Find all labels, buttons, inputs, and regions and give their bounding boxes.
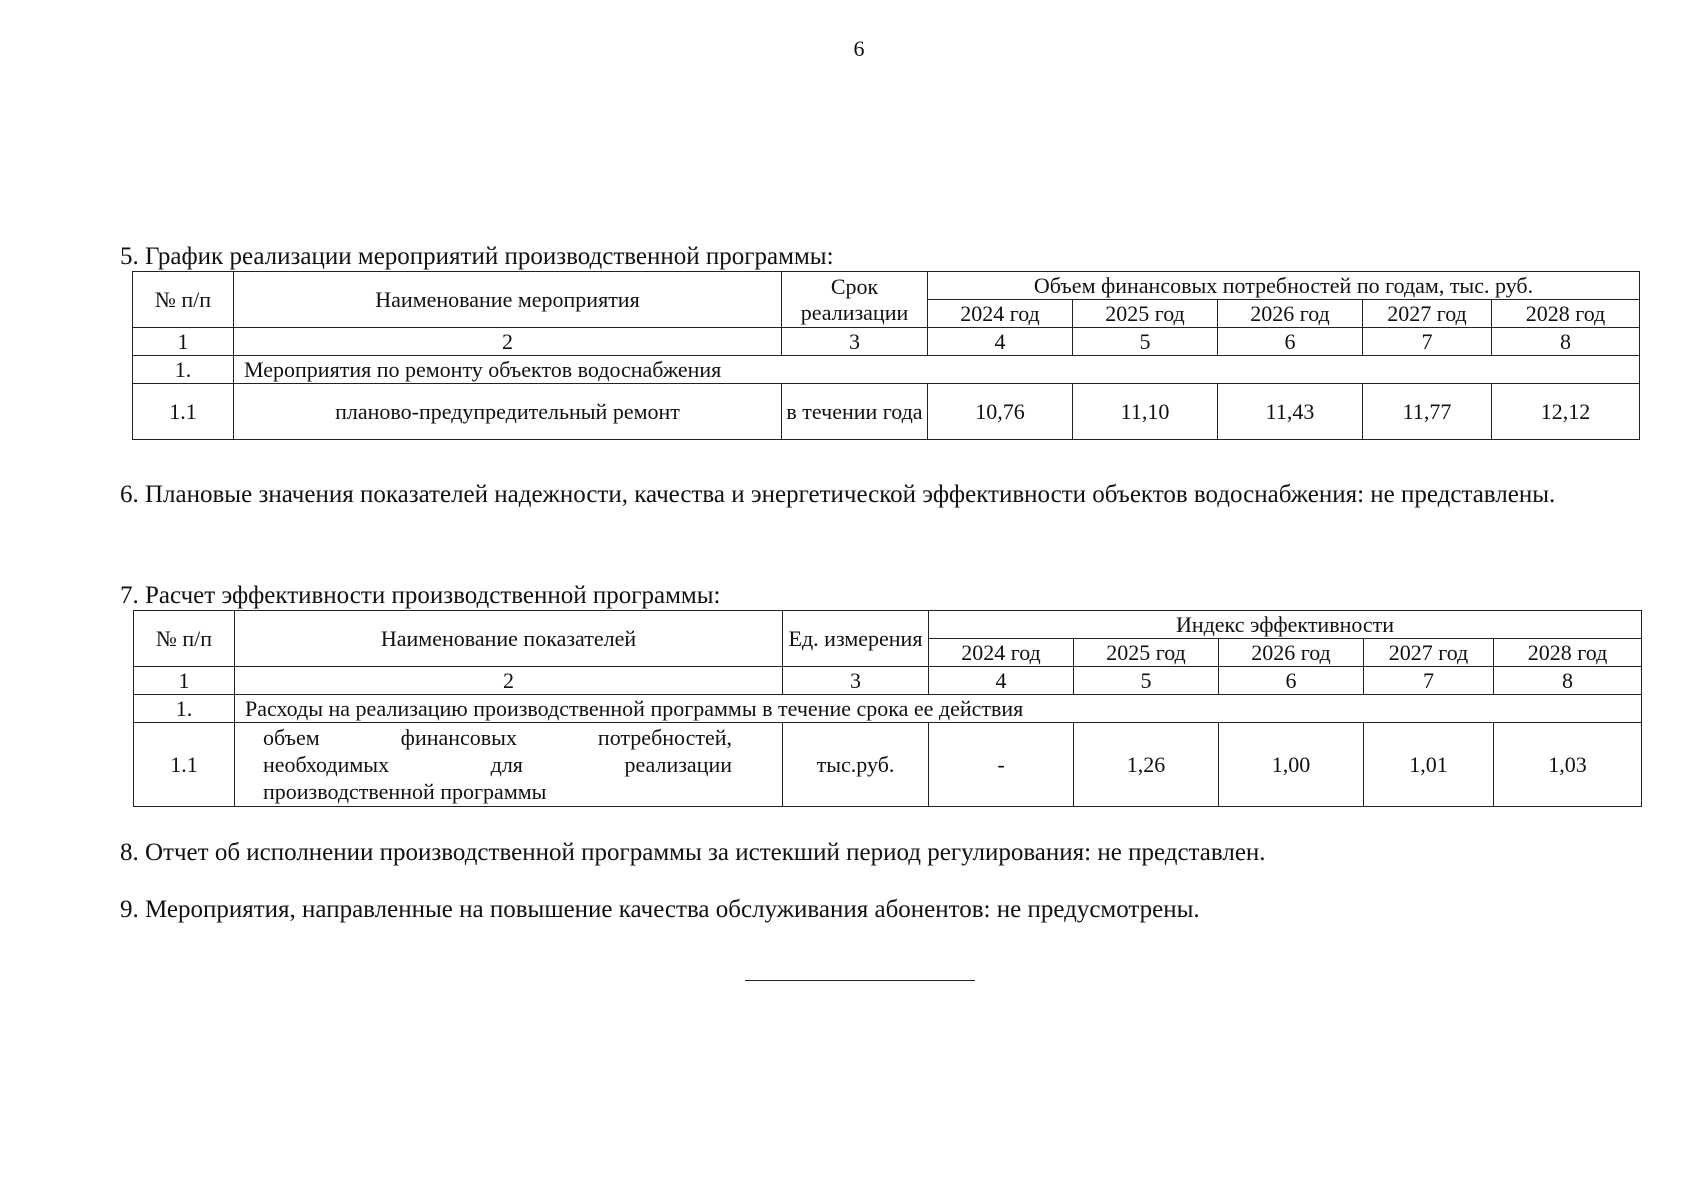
section-8-text: 8. Отчет об исполнении производственной программы за истекший период регулирования: не представлен. [120,839,1266,866]
row-value: 11,43 [1218,384,1363,440]
row-value: 1,03 [1494,723,1642,807]
section-5-title: 5. График реализации мероприятий производственной программы: [120,243,834,270]
efficiency-table [133,610,1642,807]
column-number: 8 [1492,328,1640,356]
column-number-row [134,667,1642,695]
header-num: № п/п [133,272,234,328]
column-number: 3 [783,667,929,695]
section-9-text: 9. Мероприятия, направленные на повышение качества обслуживания абонентов: не предусмотрены. [120,896,1200,923]
header-name: Наименование мероприятия [234,272,782,328]
column-number: 6 [1218,328,1363,356]
header-name: Наименование показателей [235,611,783,667]
row-value: 10,76 [928,384,1073,440]
header-year: 2024 год [929,639,1074,667]
column-number: 2 [235,667,783,695]
column-number: 5 [1073,328,1218,356]
column-number: 6 [1219,667,1364,695]
closing-rule [745,980,975,981]
header-year: 2028 год [1492,300,1640,328]
row-name: планово-предупредительный ремонт [234,384,782,440]
group-label: Мероприятия по ремонту объектов водоснабжения [234,356,1640,384]
header-year: 2026 год [1218,300,1363,328]
header-year: 2027 год [1363,300,1492,328]
header-unit: Ед. измерения [783,611,929,667]
column-number: 1 [133,328,234,356]
column-number: 5 [1074,667,1219,695]
table-row [133,384,1640,440]
table-group-row [134,695,1642,723]
section-7-title: 7. Расчет эффективности производственной программы: [120,582,721,609]
row-value: 11,10 [1073,384,1218,440]
row-name-line: необходимых для реализации [263,752,732,777]
header-num: № п/п [134,611,235,667]
row-value: 11,77 [1363,384,1492,440]
header-year: 2028 год [1494,639,1642,667]
header-index-group: Индекс эффективности [929,611,1642,639]
row-value: 1,26 [1074,723,1219,807]
column-number: 3 [782,328,928,356]
column-number-row [133,328,1640,356]
header-year: 2027 год [1364,639,1494,667]
row-value: 1,01 [1364,723,1494,807]
row-number: 1. [133,356,234,384]
row-name [235,723,783,807]
table-group-row [133,356,1640,384]
row-number: 1. [134,695,235,723]
schedule-table [132,271,1640,440]
header-year: 2024 год [928,300,1073,328]
section-6-text: 6. Плановые значения показателей надежности, качества и энергетической эффективности объектов водоснабжения: не представлены. [120,481,1556,508]
group-label: Расходы на реализацию производственной программы в течение срока ее действия [235,695,1642,723]
row-value: - [929,723,1074,807]
row-term: в течении года [782,384,928,440]
row-number: 1.1 [134,723,235,807]
header-year: 2026 год [1219,639,1364,667]
header-year: 2025 год [1073,300,1218,328]
row-unit: тыс.руб. [783,723,929,807]
row-name-line: объем финансовых потребностей, [263,725,732,750]
header-year: 2025 год [1074,639,1219,667]
header-term: Срок реализации [782,272,928,328]
row-number: 1.1 [133,384,234,440]
page-number: 6 [853,36,865,61]
column-number: 4 [928,328,1073,356]
column-number: 1 [134,667,235,695]
column-number: 7 [1364,667,1494,695]
table-row [134,723,1642,807]
row-value: 1,00 [1219,723,1364,807]
column-number: 8 [1494,667,1642,695]
column-number: 4 [929,667,1074,695]
column-number: 2 [234,328,782,356]
row-name-line: производственной программы [263,779,547,804]
column-number: 7 [1363,328,1492,356]
row-value: 12,12 [1492,384,1640,440]
header-finance-group: Объем финансовых потребностей по годам, тыс. руб. [928,272,1640,300]
